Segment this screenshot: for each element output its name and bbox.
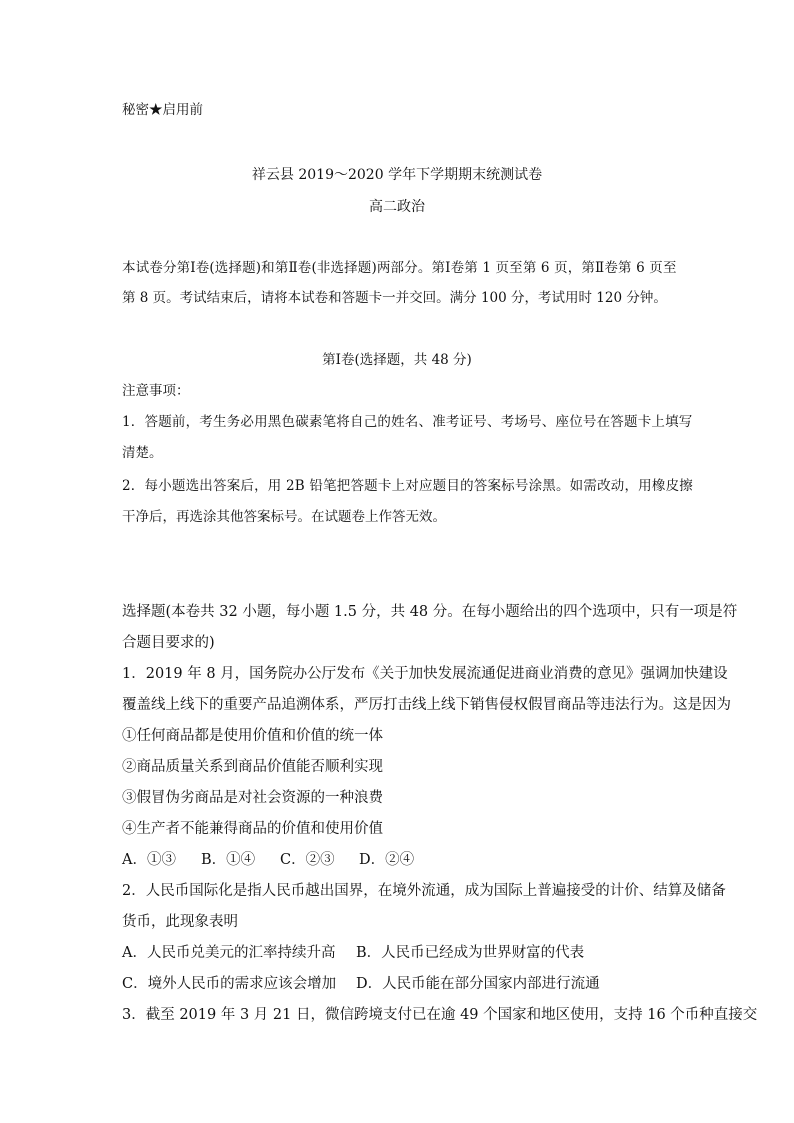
intro-line-2: 第 8 页。考试结束后，请将本试卷和答题卡一并交回。满分 100 分，考试用时 120 分钟。 — [122, 290, 667, 306]
notice-1-line-2: 清楚。 — [122, 445, 163, 461]
secret-label: 秘密★启用前 — [122, 102, 203, 118]
q1-stem-line-2: 覆盖线上线下的重要产品追溯体系，严厉打击线上线下销售侵权假冒商品等违法行为。这是因为 — [122, 697, 731, 713]
q1-statement-1: ①任何商品都是使用价值和价值的统一体 — [122, 728, 383, 744]
q1-options — [122, 851, 414, 869]
exam-title: 祥云县 2019～2020 学年下学期期末统测试卷 — [251, 167, 543, 183]
q1-statement-4: ④生产者不能兼得商品的价值和使用价值 — [122, 821, 383, 837]
exam-subject: 高二政治 — [369, 199, 425, 215]
q3-stem-line-1: 3．截至 2019 年 3 月 21 日，微信跨境支付已在逾 49 个国家和地区使用，支持 16 个币种直接交 — [122, 1007, 758, 1023]
notice-2-line-2: 干净后，再选涂其他答案标号。在试题卷上作答无效。 — [122, 509, 446, 525]
part1-heading: 第Ⅰ卷(选择题，共 48 分) — [322, 352, 472, 368]
q1-option-c: C．②③ — [280, 852, 335, 868]
q2-options-row-1 — [122, 944, 584, 962]
intro-line-1: 本试卷分第Ⅰ卷(选择题)和第Ⅱ卷(非选择题)两部分。第Ⅰ卷第 1 页至第 6 页，第Ⅱ卷第 6 页至 — [122, 260, 677, 276]
q2-option-d: D．人民币能在部分国家内部进行流通 — [356, 976, 600, 992]
q2-option-c: C．境外人民币的需求应该会增加 — [122, 976, 337, 992]
q2-option-b: B．人民币已经成为世界财富的代表 — [356, 945, 585, 961]
q1-option-b: B．①④ — [201, 852, 256, 868]
q2-stem-line-2: 货币，此现象表明 — [122, 914, 238, 930]
notice-2-line-1: 2．每小题选出答案后，用 2B 铅笔把答题卡上对应题目的答案标号涂黑。如需改动，用橡皮擦 — [122, 478, 693, 494]
q1-stem-line-1: 1．2019 年 8 月，国务院办公厅发布《关于加快发展流通促进商业消费的意见》强调加快建设 — [122, 666, 728, 682]
section-instructions-line-1: 选择题(本卷共 32 小题，每小题 1.5 分，共 48 分。在每小题给出的四个选项中，只有一项是符 — [122, 604, 738, 620]
q2-option-a: A．人民币兑美元的汇率持续升高 — [122, 945, 336, 961]
q1-statement-3: ③假冒伪劣商品是对社会资源的一种浪费 — [122, 790, 383, 806]
q1-statement-2: ②商品质量关系到商品价值能否顺利实现 — [122, 759, 383, 775]
q1-option-a: A．①③ — [122, 852, 176, 868]
notice-title: 注意事项： — [122, 383, 190, 399]
q2-stem-line-1: 2．人民币国际化是指人民币越出国界，在境外流通，成为国际上普遍接受的计价、结算及储备 — [122, 883, 726, 899]
section-instructions-line-2: 合题目要求的) — [122, 635, 215, 651]
q2-options-row-2 — [122, 975, 600, 993]
notice-1-line-1: 1．答题前，考生务必用黑色碳素笔将自己的姓名、准考证号、考场号、座位号在答题卡上填写 — [122, 414, 693, 430]
q1-option-d: D．②④ — [359, 852, 415, 868]
